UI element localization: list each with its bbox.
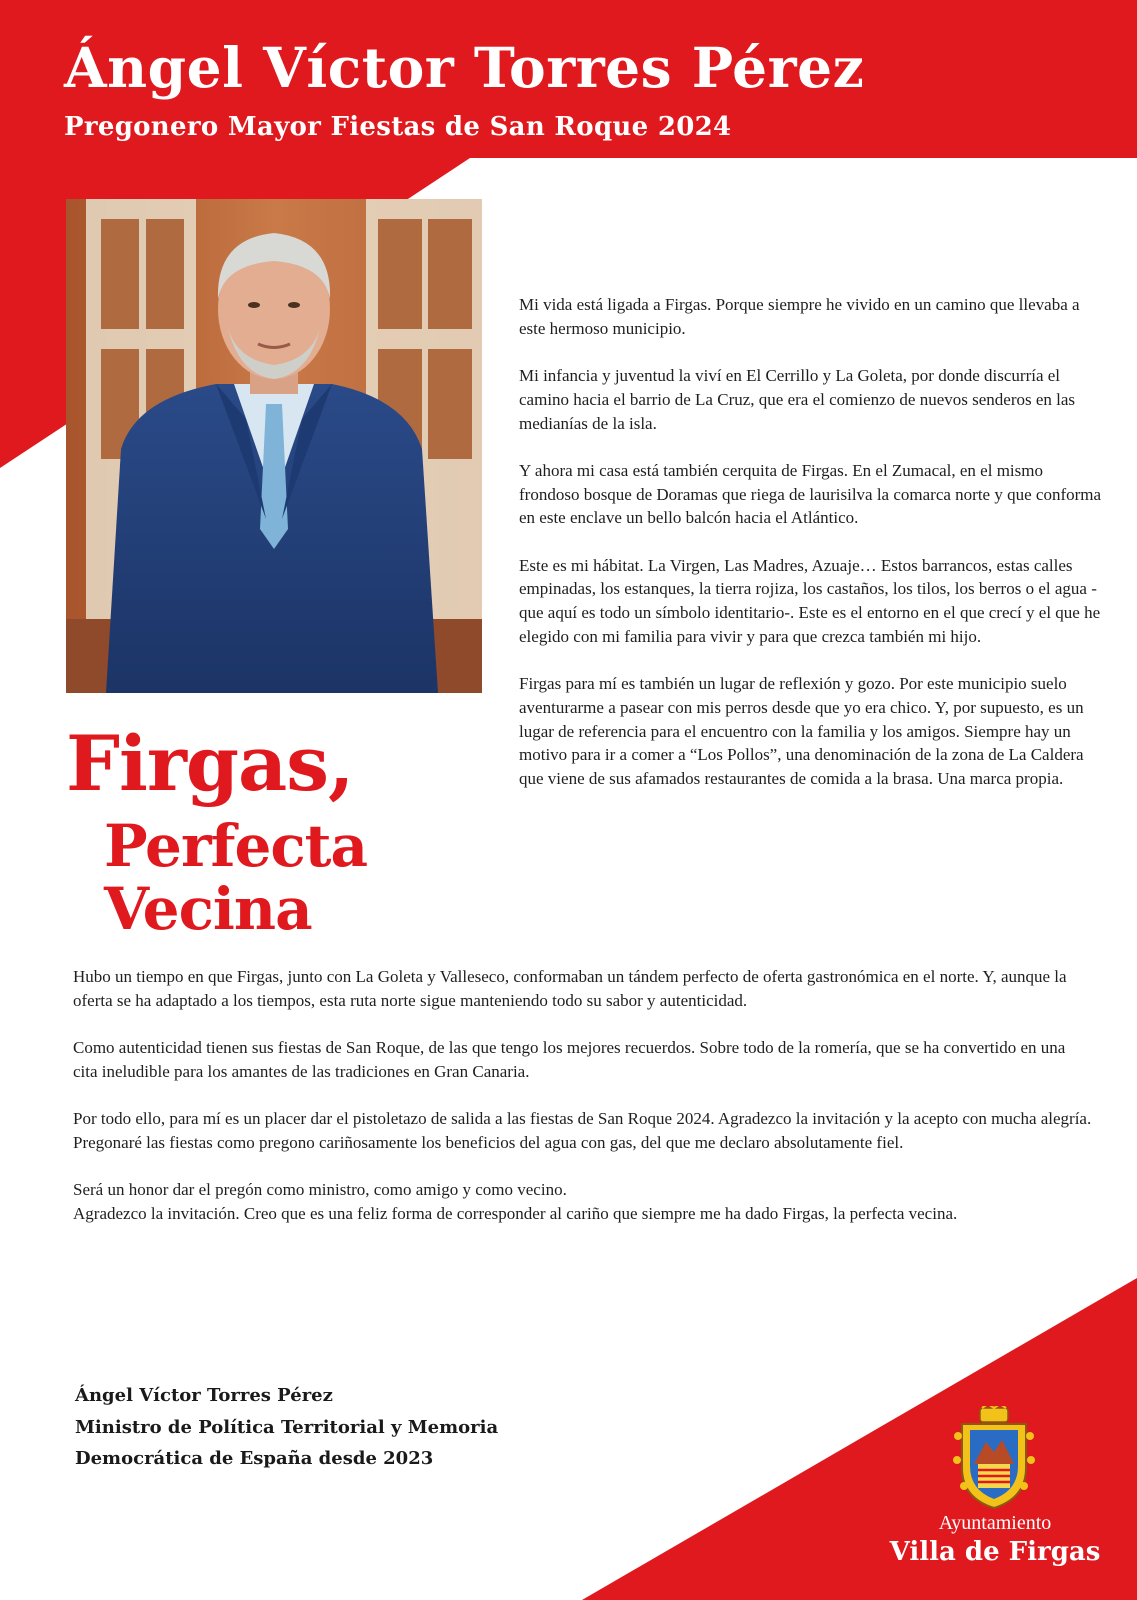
intro-paragraph: Mi infancia y juventud la viví en El Cerrillo y La Goleta, por donde discurría el camino hacia el barrio de La Cruz, que era el comienzo de nuevos senderos en las medianías de la isla. — [519, 366, 1076, 433]
header-title: Ángel Víctor Torres Pérez — [64, 35, 865, 100]
header-subtitle: Pregonero Mayor Fiestas de San Roque 2024 — [64, 112, 732, 142]
signature-role-2: Democrática de España desde 2023 — [75, 1448, 434, 1469]
portrait-photo — [66, 199, 482, 693]
intro-paragraph: Este es mi hábitat. La Virgen, Las Madres, Azuaje… Estos barrancos, estas calles empinadas, los estanques, la tierra rojiza, los castaños, los tilos, los berros o el agua -que aquí es todo un símbolo identitario-. Este es el entorno en el que crecí y el que he elegido con mi familia para vivir y para que crezca también mi hijo. — [519, 555, 1101, 646]
closing-paragraph — [73, 1178, 1093, 1225]
headline-line-3: Vecina — [104, 875, 312, 943]
footer-ayuntamiento: Ayuntamiento — [938, 1512, 1052, 1534]
closing-line-2: Agradezco la invitación. Creo que es una feliz forma de corresponder al cariño que siempre me ha dado Firgas, la perfecta vecina. — [73, 1203, 958, 1223]
intro-paragraph: Y ahora mi casa está también cerquita de Firgas. En el Zumacal, en el mismo frondoso bosque de Doramas que riega de laurisilva la comarca norte y que conforma en este enclave un bello balcón hacia el Atlántico. — [519, 460, 1102, 528]
body-text — [73, 965, 1093, 1249]
body-paragraph: Por todo ello, para mí es un placer dar el pistoletazo de salida a las fiestas de San Roque 2024. Agradezco la invitación y la acepto con mucha alegría. Pregonaré las fiestas como pregono cariñosamente los beneficios del agua con gas, del que me declaro absolutamente fiel. — [73, 1109, 1092, 1152]
intro-text — [519, 293, 1104, 814]
intro-paragraph: Mi vida está ligada a Firgas. Porque siempre he vivido en un camino que llevaba a este hermoso municipio. — [519, 295, 1080, 338]
body-paragraph: Como autenticidad tienen sus fiestas de San Roque, de las que tengo los mejores recuerdos. Sobre todo de la romería, que se ha convertido en una cita ineludible para los amantes de las tradiciones en Gran Canaria. — [73, 1038, 1066, 1081]
coat-of-arms-icon — [952, 1406, 1036, 1510]
signature-name: Ángel Víctor Torres Pérez — [75, 1385, 333, 1406]
signature-block — [75, 1380, 498, 1475]
headline-line-2: Perfecta — [104, 812, 368, 880]
intro-paragraph: Firgas para mí es también un lugar de reflexión y gozo. Por este municipio suelo aventurarme a pasear con mis perros desde que yo era chico. Y, por supuesto, es un lugar de referencia para el encuentro con la familia y los amigos. Siempre hay un motivo para ir a comer a “Los Pollos”, una denominación de la zona de La Caldera que viene de sus afamados restaurantes de comida a la brasa. Una marca propia. — [519, 674, 1084, 788]
signature-role-1: Ministro de Política Territorial y Memoria — [75, 1416, 499, 1438]
closing-line-1: Será un honor dar el pregón como ministro, como amigo y como vecino. — [73, 1180, 567, 1200]
body-paragraph: Hubo un tiempo en que Firgas, junto con La Goleta y Valleseco, conformaban un tándem perfecto de oferta gastronómica en el norte. Y, aunque la oferta se ha adaptado a los tiempos, esta ruta norte sigue manteniendo todo su sabor y autenticidad. — [73, 967, 1067, 1010]
footer-villa: Villa de Firgas — [889, 1537, 1101, 1567]
headline-line-1: Firgas, — [66, 719, 354, 808]
